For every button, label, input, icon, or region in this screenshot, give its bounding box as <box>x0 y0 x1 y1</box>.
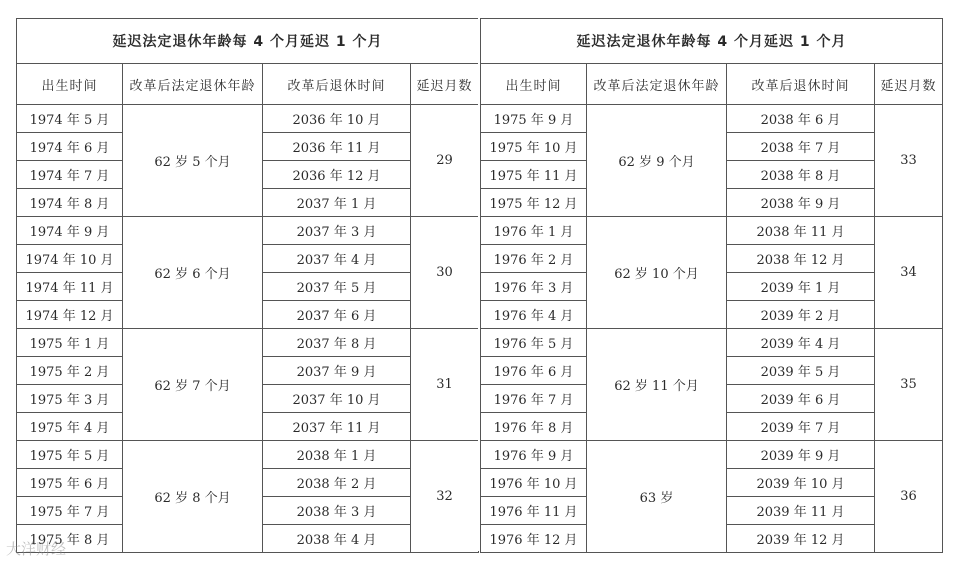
birth-time-cell: 1976 年 6 月 <box>481 357 587 385</box>
birth-time-cell: 1974 年 10 月 <box>17 245 123 273</box>
birth-time-cell: 1975 年 2 月 <box>17 357 123 385</box>
retirement-time-cell: 2037 年 3 月 <box>263 217 411 245</box>
table-title-row <box>17 19 479 64</box>
retirement-time-cell: 2039 年 10 月 <box>727 469 875 497</box>
birth-time-cell: 1975 年 3 月 <box>17 385 123 413</box>
retirement-age-cell: 62 岁 10 个月 <box>587 217 727 329</box>
retirement-time-cell: 2037 年 1 月 <box>263 189 411 217</box>
retirement-time-cell: 2039 年 6 月 <box>727 385 875 413</box>
retirement-time-cell: 2039 年 4 月 <box>727 329 875 357</box>
delay-months-cell: 30 <box>411 217 479 329</box>
table-row <box>481 217 943 245</box>
retirement-time-cell: 2038 年 3 月 <box>263 497 411 525</box>
birth-time-cell: 1975 年 9 月 <box>481 105 587 133</box>
birth-time-cell: 1976 年 4 月 <box>481 301 587 329</box>
retirement-time-cell: 2039 年 7 月 <box>727 413 875 441</box>
retirement-age-cell: 63 岁 <box>587 441 727 553</box>
retirement-time-cell: 2037 年 10 月 <box>263 385 411 413</box>
retirement-time-cell: 2036 年 11 月 <box>263 133 411 161</box>
retirement-time-cell: 2038 年 1 月 <box>263 441 411 469</box>
table-row <box>481 329 943 357</box>
birth-time-cell: 1974 年 5 月 <box>17 105 123 133</box>
retirement-age-cell: 62 岁 6 个月 <box>123 217 263 329</box>
retirement-time-cell: 2036 年 10 月 <box>263 105 411 133</box>
birth-time-cell: 1974 年 12 月 <box>17 301 123 329</box>
retirement-time-cell: 2036 年 12 月 <box>263 161 411 189</box>
left-table <box>16 18 479 553</box>
table-row <box>17 329 479 357</box>
retirement-time-cell: 2037 年 4 月 <box>263 245 411 273</box>
delay-months-cell: 36 <box>875 441 943 553</box>
delay-months-cell: 32 <box>411 441 479 553</box>
right-table <box>480 18 943 553</box>
document-page <box>16 18 942 551</box>
retirement-time-cell: 2038 年 7 月 <box>727 133 875 161</box>
retirement-age-cell: 62 岁 11 个月 <box>587 329 727 441</box>
retirement-time-cell: 2039 年 5 月 <box>727 357 875 385</box>
delay-months-cell: 31 <box>411 329 479 441</box>
birth-time-cell: 1974 年 8 月 <box>17 189 123 217</box>
birth-time-cell: 1975 年 1 月 <box>17 329 123 357</box>
watermark-text: 大洋财经 <box>6 540 67 558</box>
birth-time-cell: 1976 年 10 月 <box>481 469 587 497</box>
birth-time-cell: 1976 年 7 月 <box>481 385 587 413</box>
retirement-age-cell: 62 岁 5 个月 <box>123 105 263 217</box>
retirement-time-cell: 2038 年 12 月 <box>727 245 875 273</box>
delay-months-cell: 35 <box>875 329 943 441</box>
retirement-time-cell: 2039 年 9 月 <box>727 441 875 469</box>
table-row <box>17 441 479 469</box>
delay-months-cell: 34 <box>875 217 943 329</box>
retirement-time-cell: 2037 年 6 月 <box>263 301 411 329</box>
birth-time-cell: 1976 年 11 月 <box>481 497 587 525</box>
retirement-time-cell: 2039 年 2 月 <box>727 301 875 329</box>
birth-time-cell: 1974 年 6 月 <box>17 133 123 161</box>
retirement-age-cell: 62 岁 8 个月 <box>123 441 263 553</box>
birth-time-cell: 1974 年 9 月 <box>17 217 123 245</box>
header-birth-time: 出生时间 <box>481 64 587 105</box>
retirement-age-cell: 62 岁 7 个月 <box>123 329 263 441</box>
retirement-time-cell: 2038 年 4 月 <box>263 525 411 553</box>
birth-time-cell: 1975 年 4 月 <box>17 413 123 441</box>
header-retirement-age: 改革后法定退休年龄 <box>123 64 263 105</box>
birth-time-cell: 1976 年 8 月 <box>481 413 587 441</box>
birth-time-cell: 1976 年 3 月 <box>481 273 587 301</box>
birth-time-cell: 1974 年 7 月 <box>17 161 123 189</box>
table-title: 延迟法定退休年龄每 4 个月延迟 1 个月 <box>481 19 943 64</box>
retirement-time-cell: 2039 年 12 月 <box>727 525 875 553</box>
retirement-time-cell: 2039 年 11 月 <box>727 497 875 525</box>
retirement-time-cell: 2038 年 8 月 <box>727 161 875 189</box>
retirement-time-cell: 2037 年 8 月 <box>263 329 411 357</box>
table-row <box>481 441 943 469</box>
retirement-time-cell: 2039 年 1 月 <box>727 273 875 301</box>
header-retirement-time: 改革后退休时间 <box>727 64 875 105</box>
birth-time-cell: 1975 年 10 月 <box>481 133 587 161</box>
retirement-time-cell: 2037 年 9 月 <box>263 357 411 385</box>
header-retirement-time: 改革后退休时间 <box>263 64 411 105</box>
table-title: 延迟法定退休年龄每 4 个月延迟 1 个月 <box>17 19 479 64</box>
birth-time-cell: 1976 年 9 月 <box>481 441 587 469</box>
header-retirement-age: 改革后法定退休年龄 <box>587 64 727 105</box>
birth-time-cell: 1975 年 7 月 <box>17 497 123 525</box>
right-table-panel <box>480 18 942 551</box>
retirement-time-cell: 2037 年 11 月 <box>263 413 411 441</box>
birth-time-cell: 1975 年 8 月 <box>17 525 123 553</box>
retirement-time-cell: 2037 年 5 月 <box>263 273 411 301</box>
table-header-row <box>481 64 943 105</box>
table-row <box>17 105 479 133</box>
header-delay-months: 延迟月数 <box>411 64 479 105</box>
table-row <box>17 217 479 245</box>
left-table-panel <box>16 18 478 551</box>
table-title-row <box>481 19 943 64</box>
birth-time-cell: 1974 年 11 月 <box>17 273 123 301</box>
delay-months-cell: 33 <box>875 105 943 217</box>
retirement-time-cell: 2038 年 9 月 <box>727 189 875 217</box>
retirement-time-cell: 2038 年 11 月 <box>727 217 875 245</box>
table-header-row <box>17 64 479 105</box>
birth-time-cell: 1975 年 12 月 <box>481 189 587 217</box>
retirement-time-cell: 2038 年 6 月 <box>727 105 875 133</box>
table-row <box>481 105 943 133</box>
birth-time-cell: 1976 年 12 月 <box>481 525 587 553</box>
birth-time-cell: 1975 年 11 月 <box>481 161 587 189</box>
retirement-age-cell: 62 岁 9 个月 <box>587 105 727 217</box>
birth-time-cell: 1975 年 6 月 <box>17 469 123 497</box>
header-birth-time: 出生时间 <box>17 64 123 105</box>
header-delay-months: 延迟月数 <box>875 64 943 105</box>
birth-time-cell: 1976 年 2 月 <box>481 245 587 273</box>
birth-time-cell: 1976 年 1 月 <box>481 217 587 245</box>
birth-time-cell: 1976 年 5 月 <box>481 329 587 357</box>
retirement-time-cell: 2038 年 2 月 <box>263 469 411 497</box>
birth-time-cell: 1975 年 5 月 <box>17 441 123 469</box>
delay-months-cell: 29 <box>411 105 479 217</box>
